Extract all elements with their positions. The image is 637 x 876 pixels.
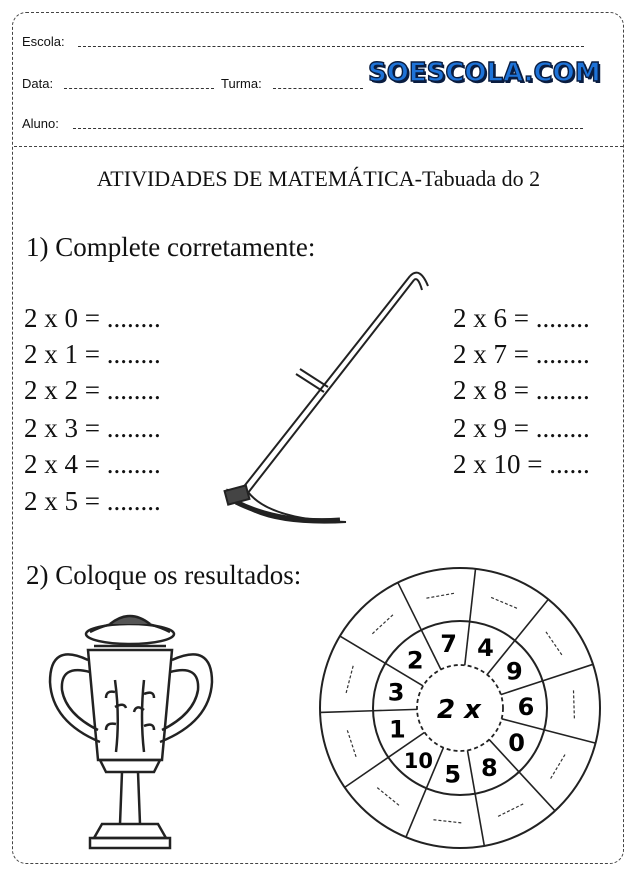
school-field[interactable] — [78, 46, 584, 47]
wheel-number: 4 — [477, 634, 494, 663]
wheel-center-label: 2 x — [437, 695, 481, 725]
wheel-answer-blank[interactable] — [551, 755, 565, 779]
wheel-outer-spoke — [320, 711, 373, 713]
wheel-number: 1 — [388, 715, 406, 744]
equation-2x1[interactable]: 2 x 1 = ........ — [24, 339, 161, 369]
wheel-answer-blank[interactable] — [347, 730, 356, 757]
equation-2x9[interactable]: 2 x 9 = ........ — [453, 413, 590, 443]
date-label: Data: — [22, 76, 54, 91]
wheel-number: 8 — [480, 754, 498, 783]
wheel-outer-spoke — [340, 636, 385, 663]
student-label: Aluno: — [22, 116, 59, 131]
wheel-inner-spoke — [467, 750, 475, 793]
equation-2x7[interactable]: 2 x 7 = ........ — [453, 339, 590, 369]
wheel-number: 7 — [440, 630, 457, 659]
school-label: Escola: — [22, 34, 65, 49]
wheel-answer-blank[interactable] — [377, 788, 399, 806]
trophy-illustration — [40, 602, 230, 862]
wheel-answer-blank[interactable] — [433, 820, 461, 823]
wheel-answer-blank[interactable] — [346, 666, 353, 693]
multiplication-wheel — [316, 565, 616, 865]
scythe-illustration — [200, 262, 450, 542]
equation-2x8[interactable]: 2 x 8 = ........ — [453, 375, 590, 405]
wheel-answer-blank[interactable] — [372, 615, 393, 634]
wheel-outer-spoke — [345, 757, 389, 787]
wheel-inner-spoke — [465, 622, 470, 666]
wheel-number: 10 — [403, 749, 434, 774]
wheel-answer-blank[interactable] — [491, 597, 517, 608]
exercise-1-prompt: 1) Complete corretamente: — [26, 232, 316, 262]
wheel-inner-spoke — [421, 630, 441, 669]
wheel-outer-spoke — [470, 569, 476, 622]
soescola-logo: SOESCOLA.COM — [368, 58, 601, 88]
wheel-number: 5 — [444, 760, 462, 789]
wheel-number: 6 — [517, 692, 535, 721]
equation-2x0[interactable]: 2 x 0 = ........ — [24, 303, 161, 333]
class-field[interactable] — [273, 88, 363, 89]
wheel-number: 2 — [406, 646, 424, 675]
wheel-outer-spoke — [543, 664, 593, 681]
class-label: Turma: — [221, 76, 262, 91]
equation-2x5[interactable]: 2 x 5 = ........ — [24, 486, 161, 516]
header-separator — [14, 146, 623, 147]
exercise-2-prompt: 2) Coloque os resultados: — [26, 560, 302, 590]
equation-2x6[interactable]: 2 x 6 = ........ — [453, 303, 590, 333]
wheel-outer-spoke — [519, 772, 555, 811]
equation-2x4[interactable]: 2 x 4 = ........ — [24, 449, 161, 479]
wheel-number: 9 — [506, 657, 523, 686]
page-title: ATIVIDADES DE MATEMÁTICA-Tabuada do 2 — [96, 166, 541, 191]
wheel-number: 0 — [508, 728, 525, 757]
date-field[interactable] — [64, 88, 214, 89]
wheel-number: 3 — [387, 678, 405, 707]
wheel-outer-spoke — [475, 794, 484, 846]
wheel-outer-spoke — [515, 599, 548, 640]
wheel-answer-blank[interactable] — [573, 690, 574, 718]
wheel-answer-blank[interactable] — [546, 632, 562, 655]
wheel-outer-spoke — [406, 788, 426, 837]
student-field[interactable] — [73, 128, 583, 129]
wheel-outer-spoke — [398, 583, 422, 630]
equation-2x2[interactable]: 2 x 2 = ........ — [24, 375, 161, 405]
wheel-answer-blank[interactable] — [426, 593, 454, 598]
equation-2x10[interactable]: 2 x 10 = ...... — [453, 449, 590, 479]
wheel-outer-spoke — [544, 730, 595, 743]
equation-2x3[interactable]: 2 x 3 = ........ — [24, 413, 161, 443]
wheel-answer-blank[interactable] — [498, 804, 523, 816]
wheel-inner-spoke — [373, 709, 417, 710]
